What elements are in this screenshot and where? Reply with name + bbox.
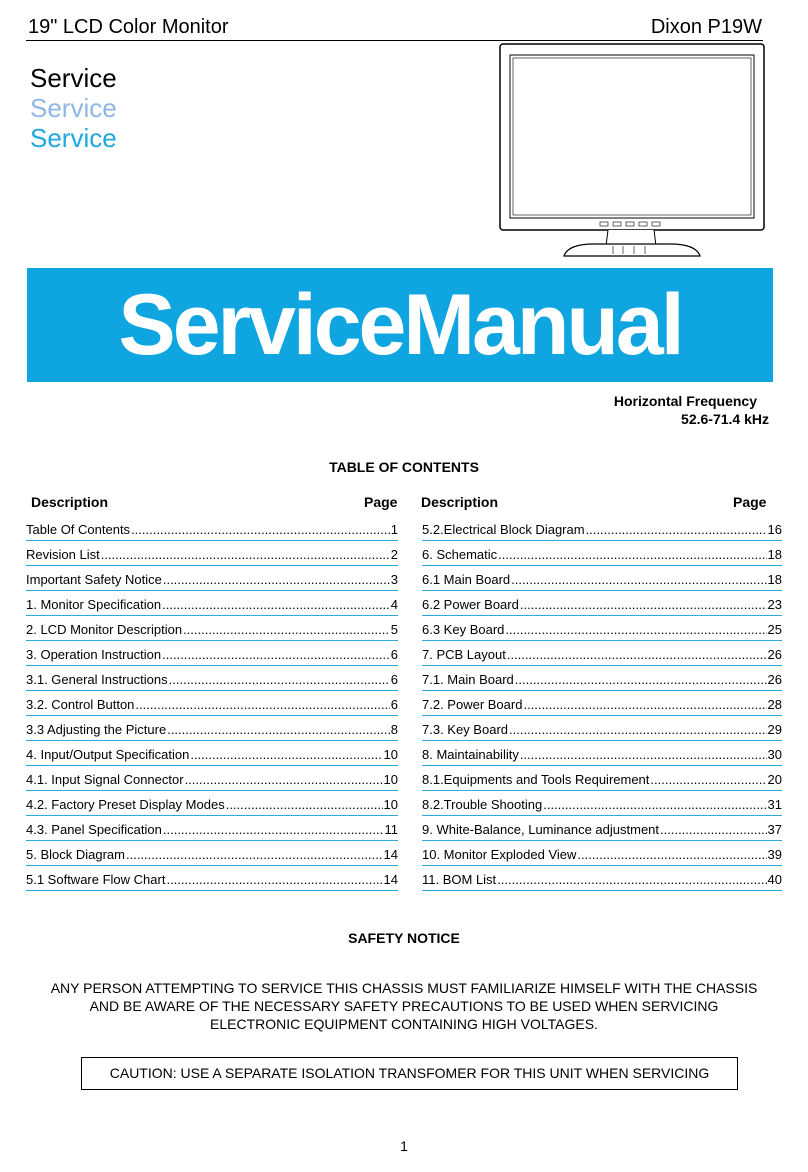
- toc-leader-dots: [507, 647, 767, 662]
- service-word-black: Service: [30, 63, 117, 93]
- toc-entry-page: 16: [767, 522, 782, 537]
- safety-line: ANY PERSON ATTEMPTING TO SERVICE THIS CHASSIS MUST FAMILIARIZE HIMSELF WITH THE CHASSIS: [50, 980, 758, 996]
- toc-entry[interactable]: [26, 866, 398, 891]
- toc-left-column: [26, 516, 398, 891]
- toc-right-description-header: Description: [421, 494, 499, 510]
- toc-entry-title: 5.2.Electrical Block Diagram: [422, 522, 585, 537]
- toc-entry[interactable]: [422, 641, 782, 666]
- toc-entry-title: 6.1 Main Board: [422, 572, 511, 587]
- header-rule: [26, 40, 763, 41]
- toc-entry-title: 4. Input/Output Specification: [26, 747, 190, 762]
- toc-entry-page: 6: [390, 697, 398, 712]
- toc-entry[interactable]: [422, 516, 782, 541]
- toc-entry-page: 11: [384, 822, 398, 837]
- toc-entry-page: 26: [767, 647, 782, 662]
- toc-entry-title: 3. Operation Instruction: [26, 647, 162, 662]
- toc-entry-page: 6: [390, 672, 398, 687]
- toc-leader-dots: [523, 697, 766, 712]
- toc-entry-title: 3.2. Control Button: [26, 697, 135, 712]
- toc-entry-title: 8. Maintainability: [422, 747, 519, 762]
- frequency-label: Horizontal Frequency: [613, 393, 757, 409]
- toc-entry-title: 6.2 Power Board: [422, 597, 519, 612]
- toc-entry-title: 7.1. Main Board: [422, 672, 514, 687]
- toc-right-column: [422, 516, 782, 891]
- toc-leader-dots: [577, 847, 766, 862]
- toc-entry[interactable]: [422, 541, 782, 566]
- toc-left-page-header: Page: [364, 494, 398, 510]
- toc-entry[interactable]: [422, 741, 782, 766]
- toc-entry-title: 7. PCB Layout: [422, 647, 506, 662]
- toc-leader-dots: [650, 772, 766, 787]
- toc-entry-page: 39: [767, 847, 782, 862]
- toc-entry-title: 5.1 Software Flow Chart: [26, 872, 166, 887]
- toc-entry-title: Table Of Contents: [26, 522, 131, 537]
- toc-entry-title: 3.1. General Instructions: [26, 672, 168, 687]
- toc-entry[interactable]: [26, 591, 398, 616]
- toc-entry-page: 29: [767, 722, 782, 737]
- page-number: 1: [400, 1138, 408, 1154]
- toc-entry-page: 10: [383, 747, 398, 762]
- toc-leader-dots: [162, 597, 390, 612]
- toc-entry-title: 2. LCD Monitor Description: [26, 622, 183, 637]
- toc-entry-page: 3: [390, 572, 398, 587]
- toc-leader-dots: [515, 672, 767, 687]
- toc-entry-title: 9. White-Balance, Luminance adjustment: [422, 822, 660, 837]
- header-model-name: Dixon P19W: [650, 16, 762, 38]
- toc-entry-page: 10: [383, 797, 398, 812]
- toc-entry-title: 6.3 Key Board: [422, 622, 505, 637]
- caution-box: CAUTION: USE A SEPARATE ISOLATION TRANSFOMER FOR THIS UNIT WHEN SERVICING: [81, 1057, 738, 1090]
- toc-entry[interactable]: [422, 691, 782, 716]
- banner-text: ServiceManual: [118, 277, 682, 373]
- toc-entry[interactable]: [26, 516, 398, 541]
- toc-entry[interactable]: [26, 766, 398, 791]
- toc-entry[interactable]: [26, 816, 398, 841]
- toc-entry[interactable]: [422, 791, 782, 816]
- safety-line: ELECTRONIC EQUIPMENT CONTAINING HIGH VOLTAGES.: [210, 1016, 598, 1032]
- toc-entry[interactable]: [422, 841, 782, 866]
- toc-entry-page: 8: [390, 722, 398, 737]
- toc-entry-page: 37: [767, 822, 782, 837]
- toc-entry-page: 6: [390, 647, 398, 662]
- toc-entry-page: 25: [767, 622, 782, 637]
- toc-leader-dots: [543, 797, 766, 812]
- toc-entry-page: 10: [383, 772, 398, 787]
- toc-entry-title: 4.3. Panel Specification: [26, 822, 162, 837]
- toc-entry-page: 5: [390, 622, 398, 637]
- toc-entry[interactable]: [26, 716, 398, 741]
- toc-leader-dots: [162, 647, 390, 662]
- toc-entry[interactable]: [26, 691, 398, 716]
- header-model-title: 19" LCD Color Monitor: [28, 16, 229, 38]
- toc-entry-title: Revision List: [26, 547, 100, 562]
- toc-leader-dots: [169, 672, 390, 687]
- service-word-blue: Service: [30, 123, 117, 153]
- toc-entry[interactable]: [422, 866, 782, 891]
- toc-entry-page: 1: [390, 522, 398, 537]
- toc-entry-title: 7.3. Key Board: [422, 722, 508, 737]
- toc-entry[interactable]: [422, 666, 782, 691]
- toc-leader-dots: [226, 797, 383, 812]
- toc-entry-page: 14: [383, 847, 398, 862]
- toc-leader-dots: [126, 847, 383, 862]
- toc-entry[interactable]: [26, 566, 398, 591]
- toc-entry[interactable]: [26, 841, 398, 866]
- toc-leader-dots: [497, 872, 766, 887]
- toc-left-description-header: Description: [31, 494, 109, 510]
- toc-entry-page: 20: [767, 772, 782, 787]
- toc-right-page-header: Page: [733, 494, 767, 510]
- toc-entry[interactable]: [26, 616, 398, 641]
- toc-leader-dots: [586, 522, 767, 537]
- toc-leader-dots: [131, 522, 390, 537]
- toc-entry-page: 26: [767, 672, 782, 687]
- monitor-illustration: [498, 42, 766, 264]
- toc-entry-title: 1. Monitor Specification: [26, 597, 162, 612]
- toc-entry-page: 40: [767, 872, 782, 887]
- safety-notice-title: SAFETY NOTICE: [348, 930, 460, 946]
- toc-entry-page: 18: [767, 572, 782, 587]
- toc-entry-page: 28: [767, 697, 782, 712]
- toc-leader-dots: [163, 822, 384, 837]
- toc-entry[interactable]: [26, 741, 398, 766]
- toc-leader-dots: [101, 547, 390, 562]
- toc-entry-page: 30: [767, 747, 782, 762]
- toc-leader-dots: [183, 622, 390, 637]
- toc-entry[interactable]: [26, 791, 398, 816]
- toc-entry-title: 10. Monitor Exploded View: [422, 847, 577, 862]
- toc-entry[interactable]: [26, 641, 398, 666]
- toc-leader-dots: [511, 572, 766, 587]
- toc-entry-title: 7.2. Power Board: [422, 697, 523, 712]
- toc-entry-title: 11. BOM List: [422, 872, 497, 887]
- toc-leader-dots: [190, 747, 382, 762]
- toc-entry[interactable]: [422, 766, 782, 791]
- toc-leader-dots: [520, 747, 767, 762]
- toc-leader-dots: [505, 622, 766, 637]
- toc-entry-page: 18: [767, 547, 782, 562]
- toc-entry[interactable]: [422, 591, 782, 616]
- toc-entry[interactable]: [422, 816, 782, 841]
- toc-entry[interactable]: [422, 716, 782, 741]
- toc-entry-title: 5. Block Diagram: [26, 847, 125, 862]
- toc-entry[interactable]: [422, 566, 782, 591]
- toc-entry-title: Important Safety Notice: [26, 572, 162, 587]
- toc-leader-dots: [660, 822, 767, 837]
- toc-leader-dots: [163, 572, 390, 587]
- toc-leader-dots: [167, 722, 390, 737]
- toc-entry-title: 4.1. Input Signal Connector: [26, 772, 184, 787]
- safety-notice-text: [20, 979, 788, 1033]
- toc-entry-title: 8.2.Trouble Shooting: [422, 797, 543, 812]
- toc-entry-page: 23: [767, 597, 782, 612]
- toc-title: TABLE OF CONTENTS: [329, 459, 479, 475]
- toc-leader-dots: [135, 697, 389, 712]
- toc-entry[interactable]: [26, 666, 398, 691]
- toc-entry-page: 31: [767, 797, 782, 812]
- toc-leader-dots: [166, 872, 382, 887]
- toc-leader-dots: [185, 772, 383, 787]
- safety-line: AND BE AWARE OF THE NECESSARY SAFETY PRECAUTIONS TO BE USED WHEN SERVICING: [89, 998, 719, 1014]
- toc-entry-page: 4: [390, 597, 398, 612]
- toc-entry-title: 4.2. Factory Preset Display Modes: [26, 797, 225, 812]
- toc-leader-dots: [520, 597, 767, 612]
- toc-leader-dots: [498, 547, 766, 562]
- toc-entry-title: 6. Schematic: [422, 547, 498, 562]
- service-manual-banner: [27, 268, 773, 382]
- toc-entry-page: 14: [383, 872, 398, 887]
- frequency-value: 52.6-71.4 kHz: [681, 411, 769, 427]
- toc-entry[interactable]: [26, 541, 398, 566]
- toc-entry-page: 2: [390, 547, 398, 562]
- toc-entry-title: 3.3 Adjusting the Picture: [26, 722, 167, 737]
- service-word-lightblue: Service: [30, 93, 117, 123]
- toc-entry[interactable]: [422, 616, 782, 641]
- toc-leader-dots: [509, 722, 767, 737]
- toc-entry-title: 8.1.Equipments and Tools Requirement: [422, 772, 650, 787]
